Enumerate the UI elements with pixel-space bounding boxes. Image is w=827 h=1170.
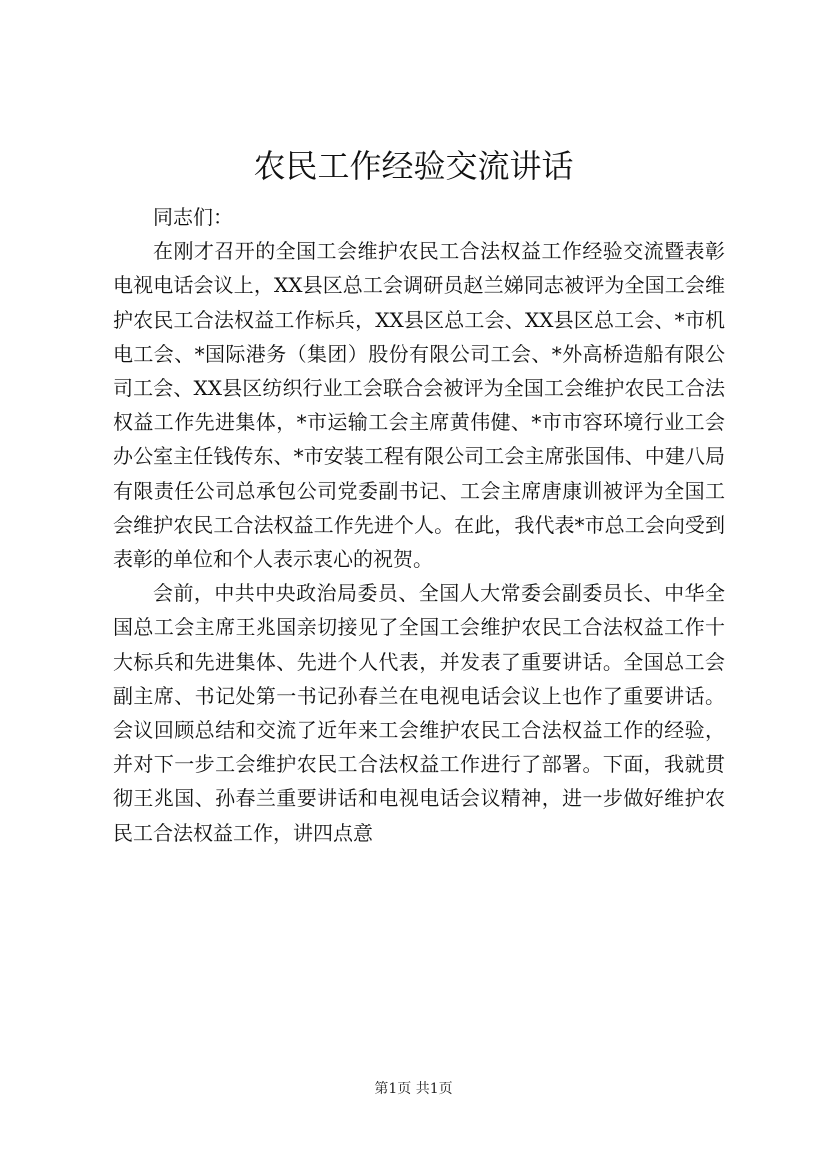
document-body [113,200,725,850]
salutation: 同志们： [153,205,233,229]
page-footer: 第1页 共1页 [374,1081,453,1097]
document-title: 农民工作经验交流讲话 [253,147,574,185]
paragraph-2: 会前，中共中央政治局委员、全国人大常委会副委员长、中华全国总工会主席王兆国亲切接见了全国工会维护农民工合法权益工作十大标兵和先进集体、先进个人代表，并发表了重要讲话。全国总工会副主席、书记处第一书记孙春兰在电视电话会议上也作了重要讲话。会议回顾总结和交流了近年来工会维护农民工合法权益工作的经验，并对下一步工会维护农民工合法权益工作进行了部署。下面，我就贯彻王兆国、孙春兰重要讲话和电视电话会议精神，进一步做好维护农民工合法权益工作，讲四点意 [113,581,725,845]
paragraph-1: 在刚才召开的全国工会维护农民工合法权益工作经验交流暨表彰电视电话会议上，XX县区总工会调研员赵兰娣同志被评为全国工会维护农民工合法权益工作标兵，XX县区总工会、XX县区总工会、*市机电工会、*国际港务（集团）股份有限公司工会、*外高桥造船有限公司工会、XX县区纺织行业工会联合会被评为全国工会维护农民工合法权益工作先进集体，*市运输工会主席黄伟健、*市市容环境行业工会办公室主任钱传东、*市安装工程有限公司工会主席张国伟、中建八局有限责任公司总承包公司党委副书记、工会主席唐康训被评为全国工会维护农民工合法权益工作先进个人。在此，我代表*市总工会向受到表彰的单位和个人表示衷心的祝贺。 [113,239,725,572]
